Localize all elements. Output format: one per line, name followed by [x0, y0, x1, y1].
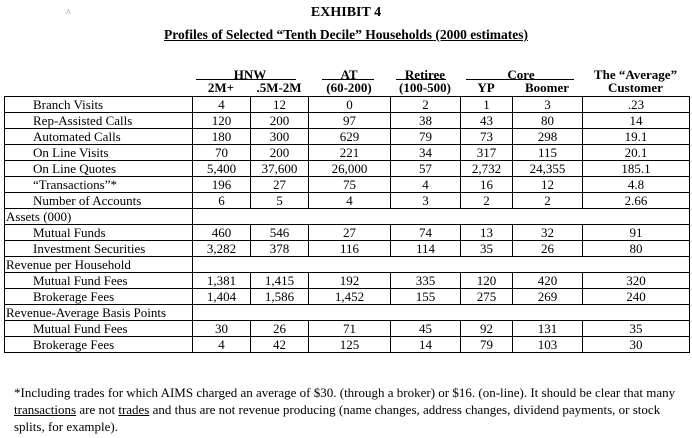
section-empty-cell [193, 209, 690, 225]
table-cell: 192 [309, 273, 391, 289]
section-row [5, 305, 690, 321]
table-cell: 0 [309, 97, 391, 113]
table-cell: 45 [391, 321, 461, 337]
table-cell: 4 [391, 177, 461, 193]
table-row [5, 177, 690, 193]
table-cell: 30 [583, 337, 690, 353]
table-row [5, 225, 690, 241]
group-hnw: HNW [233, 67, 267, 82]
table-cell: 1,415 [251, 273, 309, 289]
section-title: Assets (000) [5, 209, 193, 225]
row-label: “Transactions”* [5, 177, 193, 193]
table-cell: 30 [193, 321, 251, 337]
table-cell: 26 [513, 241, 583, 257]
table-cell: 3,282 [193, 241, 251, 257]
table-cell: 4.8 [583, 177, 690, 193]
table-cell: 6 [193, 193, 251, 209]
table-cell: 79 [461, 337, 513, 353]
footnote-underlined-trades: trades [118, 402, 150, 417]
row-label: Number of Accounts [5, 193, 193, 209]
table-cell: 115 [513, 145, 583, 161]
household-profiles-table [4, 96, 690, 353]
table-cell: 317 [461, 145, 513, 161]
row-label: Brokerage Fees [5, 289, 193, 305]
section-empty-cell [193, 257, 690, 273]
table-cell: 155 [391, 289, 461, 305]
table-cell: 14 [583, 113, 690, 129]
col-2m-plus: 2M+ [207, 80, 235, 95]
table-cell: 335 [391, 273, 461, 289]
table-cell: 2 [513, 193, 583, 209]
table-row [5, 321, 690, 337]
table-cell: 125 [309, 337, 391, 353]
table-cell: 5,400 [193, 161, 251, 177]
table-row [5, 241, 690, 257]
table-title: Profiles of Selected “Tenth Decile” Households (2000 estimates) [163, 27, 529, 42]
table-cell: 91 [583, 225, 690, 241]
table-cell: 34 [391, 145, 461, 161]
table-cell: 420 [513, 273, 583, 289]
table-cell: 80 [513, 113, 583, 129]
table-cell: 300 [251, 129, 309, 145]
col-100-500: (100-500) [399, 80, 451, 95]
table-cell: 320 [583, 273, 690, 289]
table-cell: 75 [309, 177, 391, 193]
table-cell: 27 [309, 225, 391, 241]
table-row [5, 129, 690, 145]
footnote-text-1: *Including trades for which AIMS charged an average of $30. (through a broker) or $16. (on-line). It should be clear that many [14, 385, 676, 400]
table-cell: 27 [251, 177, 309, 193]
table-row [5, 97, 690, 113]
exhibit-label: EXHIBIT 4 [310, 5, 382, 20]
caret-mark: ^ [66, 8, 71, 19]
row-label: Branch Visits [5, 97, 193, 113]
table-cell: 74 [391, 225, 461, 241]
table-cell: 1 [461, 97, 513, 113]
table-cell: 14 [391, 337, 461, 353]
table-cell: 35 [583, 321, 690, 337]
table-cell: 221 [309, 145, 391, 161]
col-boomer: Boomer [524, 80, 570, 95]
table-cell: 275 [461, 289, 513, 305]
footnote-text-2: are not [76, 402, 119, 417]
table-cell: 180 [193, 129, 251, 145]
section-empty-cell [193, 305, 690, 321]
table-cell: 16 [461, 177, 513, 193]
table-cell: 38 [391, 113, 461, 129]
table-cell: 73 [461, 129, 513, 145]
table-cell: 185.1 [583, 161, 690, 177]
col-yp: YP [477, 80, 495, 95]
row-label: Mutual Funds [5, 225, 193, 241]
table-cell: 4 [193, 337, 251, 353]
table-cell: 2,732 [461, 161, 513, 177]
row-label: Investment Securities [5, 241, 193, 257]
table-cell: 12 [513, 177, 583, 193]
col-5m-2m: .5M-2M [256, 80, 302, 95]
table-cell: 131 [513, 321, 583, 337]
table-cell: 1,452 [309, 289, 391, 305]
table-cell: 4 [193, 97, 251, 113]
section-title: Revenue per Household [5, 257, 193, 273]
footnote-underlined-transactions: transactions [14, 402, 77, 417]
table-cell: 97 [309, 113, 391, 129]
table-cell: 629 [309, 129, 391, 145]
table-row [5, 337, 690, 353]
table-cell: 298 [513, 129, 583, 145]
row-label: Brokerage Fees [5, 337, 193, 353]
table-cell: 196 [193, 177, 251, 193]
table-cell: 19.1 [583, 129, 690, 145]
table-cell: 2 [461, 193, 513, 209]
table-cell: 37,600 [251, 161, 309, 177]
group-average: The “Average” [593, 67, 678, 82]
table-row [5, 113, 690, 129]
table-cell: 200 [251, 113, 309, 129]
table-row [5, 289, 690, 305]
table-cell: 20.1 [583, 145, 690, 161]
table-cell: 13 [461, 225, 513, 241]
table-cell: 42 [251, 337, 309, 353]
group-at: AT [340, 67, 358, 82]
footnote-text-3: and thus are not revenue producing (name changes, address changes, dividend payments, or stock splits, for example). [14, 402, 661, 434]
group-retiree: Retiree [404, 67, 446, 82]
table-cell: 116 [309, 241, 391, 257]
table-cell: 71 [309, 321, 391, 337]
table-cell: 240 [583, 289, 690, 305]
table-cell: 5 [251, 193, 309, 209]
table-cell: 4 [309, 193, 391, 209]
table-cell: 26 [251, 321, 309, 337]
table-cell: 57 [391, 161, 461, 177]
table-cell: 26,000 [309, 161, 391, 177]
table-cell: 120 [461, 273, 513, 289]
table-cell: 43 [461, 113, 513, 129]
row-label: Mutual Fund Fees [5, 273, 193, 289]
table-cell: 378 [251, 241, 309, 257]
table-cell: 3 [391, 193, 461, 209]
row-label: Automated Calls [5, 129, 193, 145]
table-cell: 103 [513, 337, 583, 353]
table-cell: 1,586 [251, 289, 309, 305]
table-cell: 32 [513, 225, 583, 241]
table-cell: 35 [461, 241, 513, 257]
footnote [14, 384, 690, 435]
table-cell: 2.66 [583, 193, 690, 209]
table-cell: 3 [513, 97, 583, 113]
table-cell: 546 [251, 225, 309, 241]
table-cell: 12 [251, 97, 309, 113]
table-cell: 269 [513, 289, 583, 305]
table-cell: 70 [193, 145, 251, 161]
table-cell: 79 [391, 129, 461, 145]
table-row [5, 145, 690, 161]
group-core: Core [507, 67, 535, 82]
table-cell: 2 [391, 97, 461, 113]
section-row [5, 209, 690, 225]
table-cell: 1,381 [193, 273, 251, 289]
section-row [5, 257, 690, 273]
table-cell: 24,355 [513, 161, 583, 177]
table-cell: 460 [193, 225, 251, 241]
row-label: Mutual Fund Fees [5, 321, 193, 337]
table-cell: .23 [583, 97, 690, 113]
table-cell: 80 [583, 241, 690, 257]
col-60-200: (60-200) [326, 80, 372, 95]
row-label: Rep-Assisted Calls [5, 113, 193, 129]
row-label: On Line Quotes [5, 161, 193, 177]
col-customer: Customer [608, 80, 663, 95]
row-label: On Line Visits [5, 145, 193, 161]
table-row [5, 193, 690, 209]
table-row [5, 273, 690, 289]
section-title: Revenue-Average Basis Points [5, 305, 193, 321]
table-cell: 114 [391, 241, 461, 257]
table-cell: 200 [251, 145, 309, 161]
table-cell: 1,404 [193, 289, 251, 305]
table-cell: 92 [461, 321, 513, 337]
table-cell: 120 [193, 113, 251, 129]
table-row [5, 161, 690, 177]
